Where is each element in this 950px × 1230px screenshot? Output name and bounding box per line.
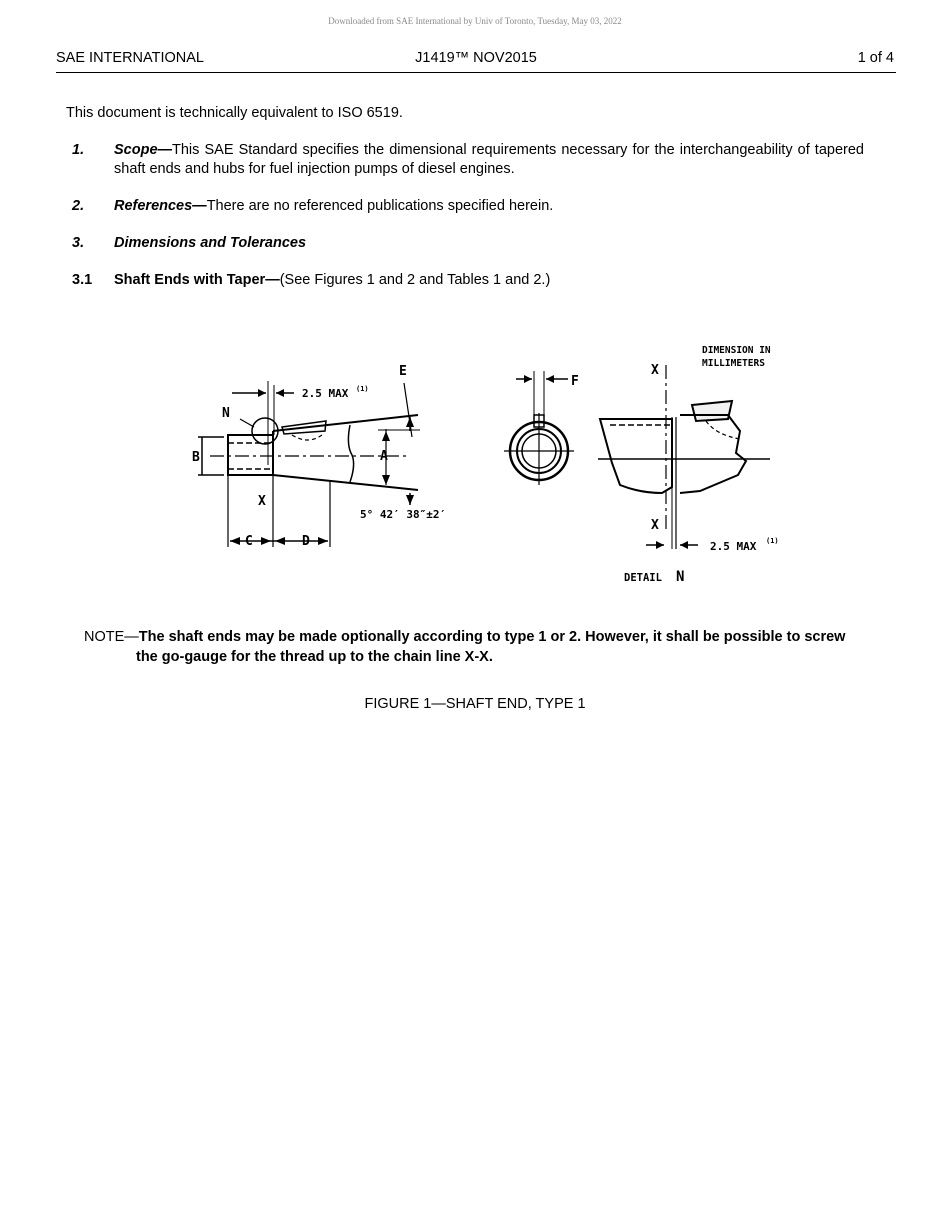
label-x-bottom: X	[651, 518, 659, 533]
label-max-left: 2.5 MAX	[302, 387, 349, 400]
page-header	[56, 50, 896, 73]
label-e: E	[399, 364, 407, 379]
section-title: Shaft Ends with Taper—	[114, 272, 280, 288]
section-number: 2.	[72, 198, 85, 214]
label-angle: 5° 42′ 38″±2′	[360, 508, 447, 521]
label-d: D	[302, 534, 310, 549]
section-text: There are no referenced publications specified herein.	[206, 198, 554, 214]
note-line1: The shaft ends may be made optionally according to type 1 or 2. However, it shall be possible to screw	[138, 629, 846, 645]
section-number: 3.1	[72, 272, 93, 288]
taper-upper-edge	[273, 415, 418, 431]
section-references	[72, 197, 864, 216]
footnote-left: (1)	[356, 385, 369, 393]
label-a: A	[380, 449, 388, 464]
label-n: N	[222, 406, 230, 421]
section-number: 1.	[72, 142, 85, 158]
note-line2: the go-gauge for the thread up to the chain line X-X.	[136, 649, 493, 665]
section-text: This SAE Standard specifies the dimensional requirements necessary for the interchangeability of tapered shaft ends and hubs for fuel injection pumps of diesel engines.	[114, 142, 864, 177]
header-organization: SAE INTERNATIONAL	[56, 50, 204, 66]
figure-note	[84, 627, 884, 667]
taper-lower-edge	[273, 475, 418, 490]
label-detail: DETAIL	[624, 572, 662, 584]
label-x-top: X	[651, 363, 659, 378]
dimension-note-line2: MILLIMETERS	[702, 358, 765, 369]
download-watermark: Downloaded from SAE International by Univ of Toronto, Tuesday, May 03, 2022	[328, 16, 622, 26]
section-title: References—	[114, 198, 207, 214]
intro-paragraph: This document is technically equivalent to ISO 6519.	[66, 105, 403, 121]
label-detail-n: N	[676, 569, 685, 585]
shaft-end-drawing	[180, 335, 800, 595]
section-text: (See Figures 1 and 2 and Tables 1 and 2.)	[279, 272, 551, 288]
label-f: F	[571, 374, 579, 389]
section-title: Scope—	[114, 142, 173, 158]
label-x-left: X	[258, 494, 266, 509]
section-number: 3.	[72, 235, 85, 251]
section-dimensions	[72, 234, 864, 253]
label-max-right: 2.5 MAX	[710, 540, 757, 553]
section-scope	[72, 141, 864, 179]
figure-caption: FIGURE 1—SHAFT END, TYPE 1	[364, 696, 586, 712]
section-shaft-ends	[72, 271, 864, 290]
detail-hub-body	[600, 419, 672, 493]
note-label: NOTE—	[84, 629, 139, 645]
label-c: C	[245, 534, 253, 549]
header-document-id: J1419™ NOV2015	[415, 50, 537, 66]
header-page-number: 1 of 4	[857, 50, 894, 66]
footnote-right: (1)	[766, 537, 779, 545]
label-b: B	[192, 450, 200, 465]
dimension-note-line1: DIMENSION IN	[702, 345, 771, 356]
section-title: Dimensions and Tolerances	[114, 235, 307, 251]
